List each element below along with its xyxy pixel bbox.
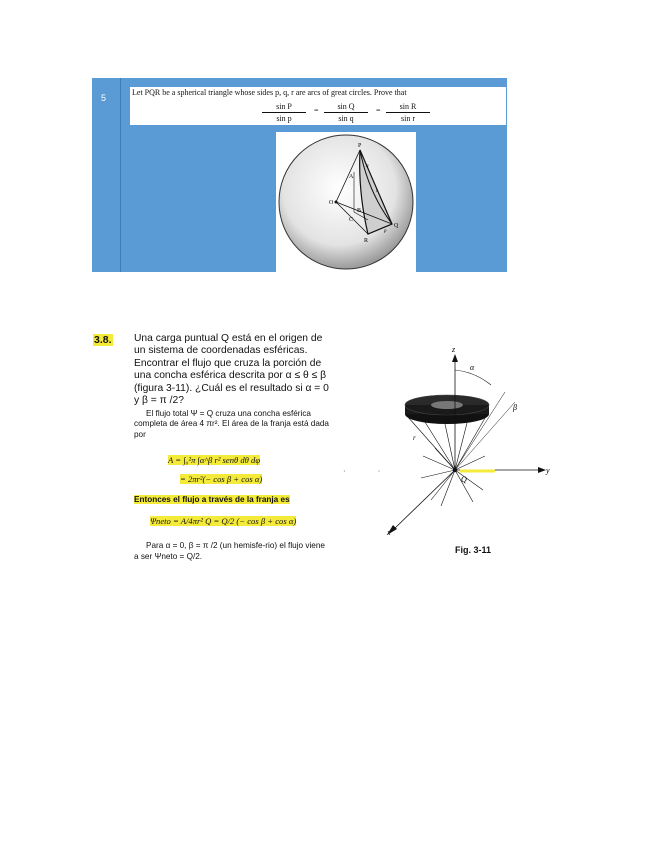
spherical-triangle-figure [276, 132, 416, 272]
axis-x-label: x [387, 528, 391, 537]
problem-3-8-question: Una carga puntual Q está en el origen de un sistema de coordenadas esféricas. Encontrar el flujo que cruza la porción de una concha esférica descrita por α ≤ θ ≤ β (figura 3-11). ¿Cuál es el resultado si α = 0 y β = π /2? [134, 333, 329, 407]
label-R: R [364, 238, 369, 244]
problem-number: 5 [101, 93, 107, 103]
figure-caption: Fig. 3-11 [455, 545, 492, 555]
equation-flux: Ψneto = A/4πr² Q = Q/2 (− cos β + cos α) [150, 516, 297, 526]
problem-3-8-number: 3.8. [94, 334, 112, 346]
axis-y-label: y [546, 466, 550, 475]
fraction-r: sin R sin r [386, 102, 430, 123]
equals-sign: = [314, 106, 319, 115]
label-r: r [376, 189, 378, 194]
figure-3-11 [335, 330, 565, 545]
label-alpha: α [470, 363, 475, 372]
fraction-p: sin P sin p [262, 102, 306, 123]
label-P: P [358, 143, 362, 149]
problem-statement-strip [130, 87, 506, 125]
label-beta: β [513, 403, 517, 412]
label-r: r [413, 434, 416, 442]
problem-number-column [92, 78, 121, 272]
axis-z-label: z [452, 345, 456, 354]
problem-statement: Let PQR be a spherical triangle whose sides p, q, r are arcs of great circles. Prove that [132, 88, 407, 97]
scan-dots: · · [343, 467, 381, 476]
label-B: B [357, 208, 362, 214]
label-p: p [384, 229, 387, 234]
spherical-band-diagram [335, 330, 565, 545]
label-A: A [349, 174, 354, 180]
equation-area-integral: A = ∫₀²π ∫α^β r² senθ dθ dφ [168, 455, 261, 465]
equals-sign: = [376, 106, 381, 115]
label-Q: Q [461, 475, 467, 484]
fraction-q: sin Q sin q [324, 102, 368, 123]
label-O: O [329, 200, 334, 206]
label-Q: Q [394, 223, 399, 229]
flux-intro: Entonces el flujo a través de la franja es [134, 495, 290, 504]
problem-3-8-final: Para α = 0, β = π /2 (un hemisfe-rio) el flujo viene a ser Ψneto = Q/2. [134, 541, 325, 561]
label-q: q [366, 164, 369, 169]
sphere-diagram [276, 132, 416, 272]
label-C: C [349, 217, 354, 223]
equation-area-result: = 2πr²(− cos β + cos α) [180, 474, 263, 484]
problem-3-8-solution-intro: El flujo total Ψ = Q cruza una concha esférica completa de área 4 πr². El área de la franja está dada por [134, 409, 329, 439]
problem-5-panel [92, 78, 507, 272]
